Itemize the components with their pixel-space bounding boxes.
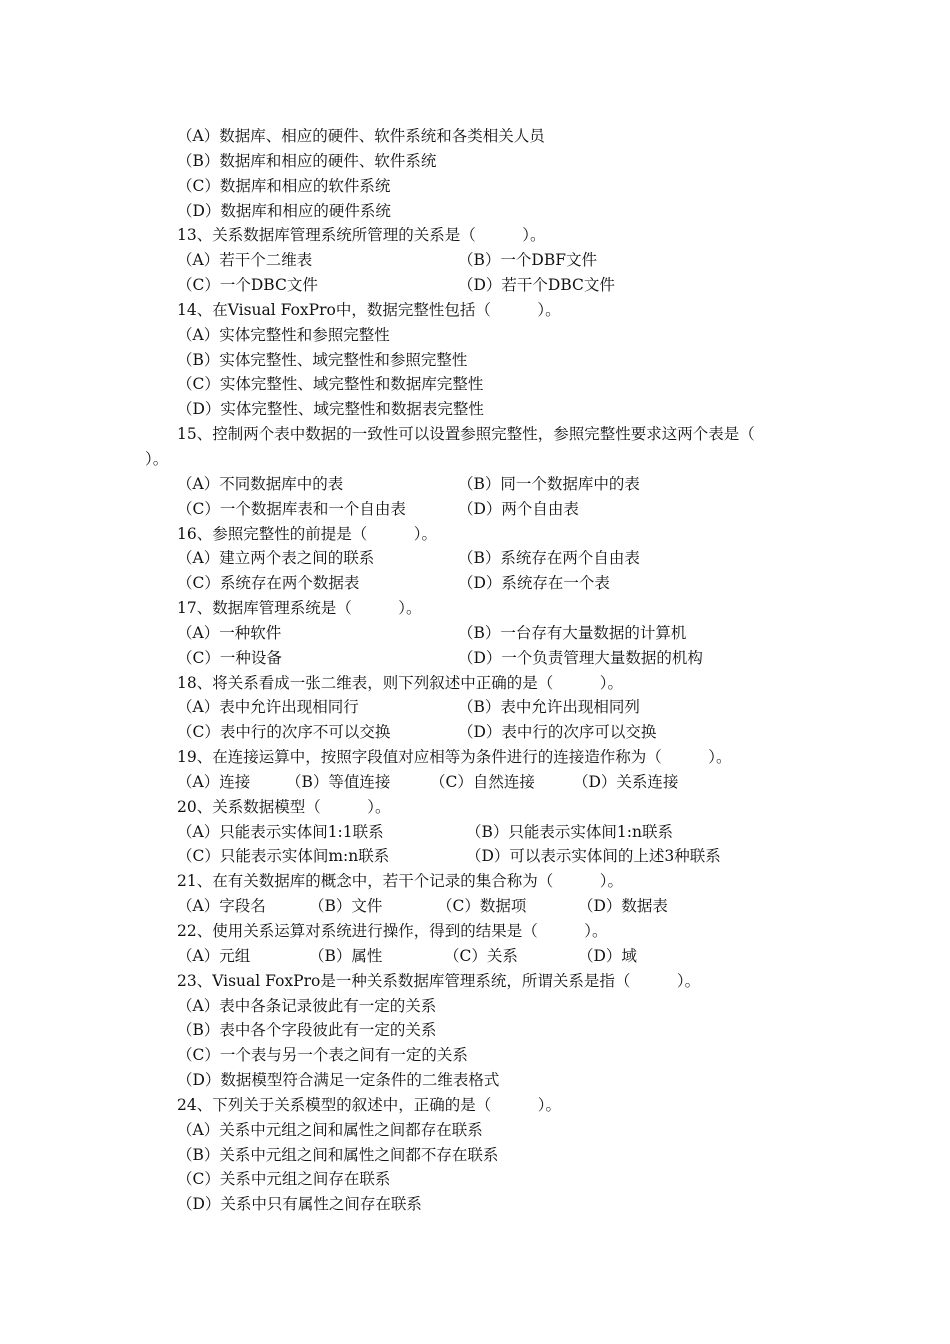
answer-option: （C）关系 [444,946,518,965]
answer-option: （B）数据库和相应的硬件、软件系统 [177,151,437,170]
answer-option-row [0,497,950,522]
answer-option-row [0,621,950,646]
answer-option: （B）属性 [309,946,383,965]
answer-option-row [0,472,950,497]
question-text: 19、在连接运算中，按照字段值对应相等为条件进行的连接造作称为（ ）。 [177,748,732,767]
answer-option: （C）一个表与另一个表之间有一定的关系 [177,1046,468,1065]
question-text: 22、使用关系运算对系统进行操作，得到的结果是（ ）。 [177,922,608,940]
answer-option: （C）一个DBC文件 [177,276,318,295]
answer-option: （D）数据模型符合满足一定条件的二维表格式 [177,1071,500,1090]
answer-option: （B）同一个数据库中的表 [458,474,640,493]
answer-option: （C）自然连接 [430,772,535,791]
answer-option: （C）一种设备 [177,648,282,667]
answer-option: （D）域 [578,946,637,965]
answer-option-row [0,944,950,969]
answer-option: （A）元组 [177,946,251,965]
question-text: 24、下列关于关系模型的叙述中，正确的是（ ）。 [177,1095,561,1114]
answer-option: （B）系统存在两个自由表 [458,549,640,568]
answer-option: （A）关系中元组之间和属性之间都存在联系 [177,1120,483,1139]
answer-option-row [0,844,950,869]
answer-option-row [0,720,950,745]
answer-option: （A）若干个二维表 [177,251,313,270]
answer-option: （C）只能表示实体间m:n联系 [177,847,390,866]
answer-option: （D）若干个DBC文件 [458,276,615,295]
answer-option: （B）只能表示实体间1:n联系 [466,822,673,841]
answer-option: （C）一个数据库表和一个自由表 [177,499,406,518]
answer-option-row [0,695,950,720]
question-text: 21、在有关数据库的概念中，若干个记录的集合称为（ ）。 [177,872,623,891]
answer-option: （B）一个DBF文件 [458,251,597,270]
answer-option: （A）数据库、相应的硬件、软件系统和各类相关人员 [177,127,545,145]
answer-option-row [0,820,950,845]
answer-option: （B）文件 [309,897,383,916]
question-text: 16、参照完整性的前提是（ ）。 [177,524,437,543]
question-text: 20、关系数据模型（ ）。 [177,797,391,816]
answer-option: （B）表中各个字段彼此有一定的关系 [177,1021,437,1040]
answer-option: （D）系统存在一个表 [458,574,610,593]
answer-option: （A）字段名 [177,897,266,916]
question-text: 14、在Visual FoxPro中，数据完整性包括（ ）。 [177,300,561,319]
answer-option: （C）数据库和相应的软件系统 [177,176,391,195]
answer-option: （C）系统存在两个数据表 [177,574,360,593]
question-text-continued: ）。 [145,449,169,468]
answer-option: （A）表中允许出现相同行 [177,698,359,717]
answer-option: （A）连接 [177,772,251,791]
question-text: 18、将关系看成一张二维表，则下列叙述中正确的是（ ）。 [177,673,623,692]
answer-option: （B）一台存有大量数据的计算机 [458,623,687,642]
question-text: 13、关系数据库管理系统所管理的关系是（ ）。 [177,226,546,245]
answer-option: （A）建立两个表之间的联系 [177,549,375,568]
answer-option: （B）实体完整性、域完整性和参照完整性 [177,350,468,369]
answer-option: （A）一种软件 [177,623,282,642]
answer-option: （C）实体完整性、域完整性和数据库完整性 [177,375,484,394]
answer-option-row [0,546,950,571]
answer-option: （A）只能表示实体间1:1联系 [177,822,384,841]
answer-option: （A）不同数据库中的表 [177,474,344,493]
answer-option: （B）等值连接 [286,772,391,791]
answer-option: （D）实体完整性、域完整性和数据表完整性 [177,400,484,419]
answer-option: （D）关系中只有属性之间存在联系 [177,1195,422,1214]
answer-option-row [0,894,950,919]
answer-option-row [0,770,950,795]
answer-option: （D）数据表 [578,897,668,916]
answer-option-row [0,571,950,596]
question-text: 17、数据库管理系统是（ ）。 [177,599,422,618]
answer-option: （C）数据项 [437,897,527,916]
answer-option: （C）表中行的次序不可以交换 [177,723,391,742]
answer-option: （C）关系中元组之间存在联系 [177,1170,391,1189]
answer-option-row [0,273,950,298]
answer-option: （A）表中各条记录彼此有一定的关系 [177,996,437,1015]
question-text: 23、Visual FoxPro是一种关系数据库管理系统，所谓关系是指（ ）。 [177,971,701,990]
answer-option: （D）两个自由表 [458,499,579,518]
document-page [0,124,950,1217]
question-text: 15、控制两个表中数据的一致性可以设置参照完整性，参照完整性要求这两个表是（ [177,425,755,444]
answer-option: （D）可以表示实体间的上述3种联系 [466,847,721,866]
answer-option: （D）表中行的次序可以交换 [458,723,657,742]
answer-option: （D）数据库和相应的硬件系统 [177,201,391,220]
answer-option: （B）关系中元组之间和属性之间都不存在联系 [177,1145,499,1164]
answer-option: （B）表中允许出现相同列 [458,698,640,717]
answer-option: （A）实体完整性和参照完整性 [177,325,390,344]
answer-option: （D）一个负责管理大量数据的机构 [458,648,703,667]
answer-option: （D）关系连接 [573,772,679,791]
answer-option-row [0,646,950,671]
answer-option-row [0,248,950,273]
